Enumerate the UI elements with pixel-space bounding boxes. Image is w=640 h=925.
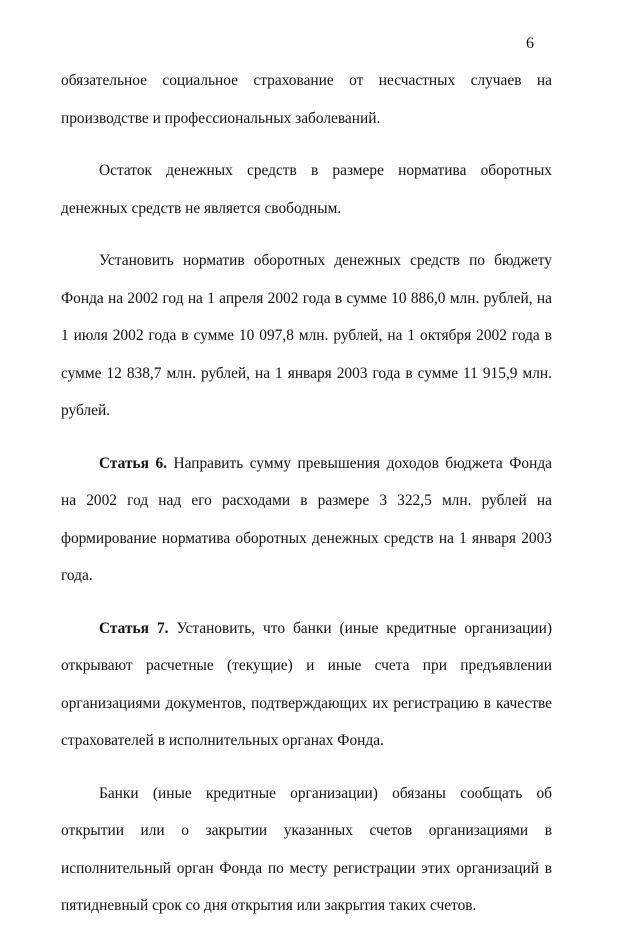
- article-7-text: Установить, что банки (иные кредитные организации) открывают расчетные (текущие) и иные счета при предъявлении организациями документов, подтверждающих их регистрацию в качестве страхователей в исполнительных органах Фонда.: [61, 619, 552, 749]
- paragraph-3: [61, 242, 552, 430]
- paragraph-2: [61, 152, 552, 227]
- document-body: [61, 62, 552, 925]
- article-6-text: Направить сумму превышения доходов бюджета Фонда на 2002 год над его расходами в размере 3 322,5 млн. рублей на формирование норматива оборотных денежных средств на 1 января 2003 года.: [61, 454, 553, 584]
- paragraph-3-text: Установить норматив оборотных денежных средств по бюджету Фонда на 2002 год на 1 апреля 2002 года в сумме 10 886,0 млн. рублей, на 1 июля 2002 года в сумме 10 097,8 млн. рублей, на 1 октября 2002 года в сумме 12 838,7 млн. рублей, на 1 января 2003 года в сумме 11 915,9 млн. рублей.: [61, 252, 552, 419]
- paragraph-banks-text: Банки (иные кредитные организации) обязаны сообщать об открытии или о закрытии указанных счетов организациями в исполнительный орган Фонда по месту регистрации этих организаций в пятидневный срок со дня открытия или закрытия таких счетов.: [61, 784, 552, 914]
- paragraph-1: [61, 62, 552, 137]
- page-number: 6: [526, 35, 534, 52]
- article-6-paragraph: [61, 445, 552, 595]
- paragraph-banks: [61, 775, 552, 925]
- article-7-paragraph: [61, 610, 552, 760]
- article-7-label: Статья 7.: [99, 619, 169, 637]
- paragraph-1-text: обязательное социальное страхование от несчастных случаев на производстве и профессиональных заболеваний.: [61, 72, 552, 127]
- paragraph-2-text: Остаток денежных средств в размере норматива оборотных денежных средств не является свободным.: [61, 162, 552, 217]
- article-6-label: Статья 6.: [99, 454, 168, 472]
